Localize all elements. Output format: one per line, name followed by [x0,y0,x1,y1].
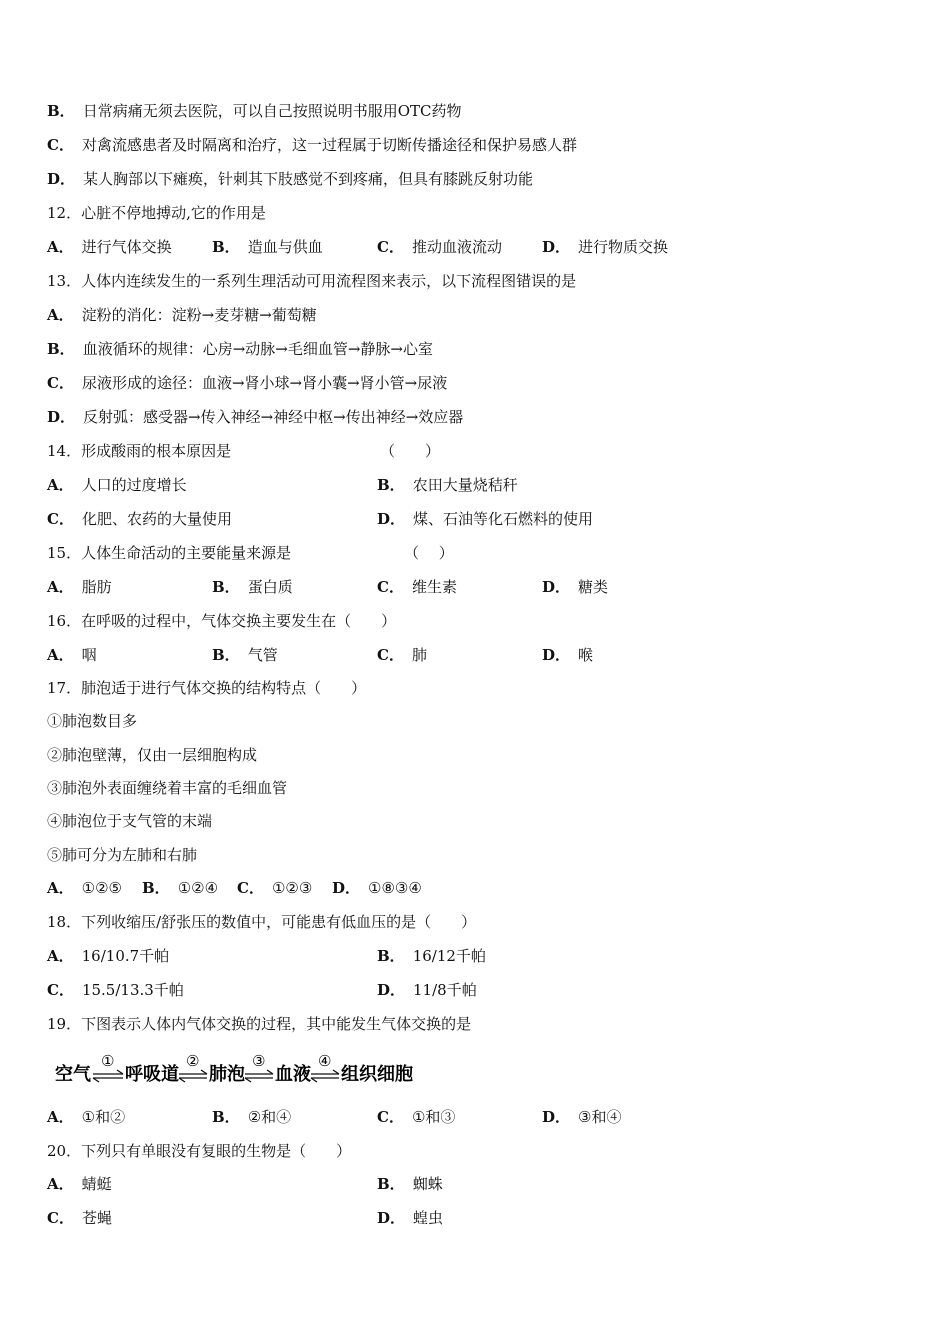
q17-statement-2: ②肺泡壁薄，仅由一层细胞构成 [47,746,258,764]
q19-option-d: D． ③和④ [542,1108,622,1126]
q16-option-d: D． 喉 [542,646,594,664]
q17-statement-1: ①肺泡数目多 [47,712,138,730]
q11-option-c: C． 对禽流感患者及时隔离和治疗，这一过程属于切断传播途径和保护易感人群 [47,136,577,154]
q17-statement-4: ④肺泡位于支气管的末端 [47,812,213,830]
q13-stem: 13．人体内连续发生的一系列生理活动可用流程图来表示，以下流程图错误的是 [47,272,577,290]
q12-option-c: C． 推动血液流动 [377,238,502,256]
q14-option-a: A． 人口的过度增长 [47,476,187,494]
q17-option-b: B． ①②④ [142,879,219,897]
diagram-step-4: ④ [318,1052,332,1070]
q15-option-d: D． 糖类 [542,578,609,596]
q14-option-b: B． 农田大量烧秸秆 [377,476,518,494]
q18-option-a: A． 16/10.7千帕 [47,947,170,965]
q13-option-d: D． 反射弧：感受器→传入神经→神经中枢→传出神经→效应器 [47,408,464,426]
q13-option-a: A． 淀粉的消化：淀粉→麦芽糖→葡萄糖 [47,306,317,324]
q18-option-d: D． 11/8千帕 [377,981,477,999]
q20-option-c: C． 苍蝇 [47,1209,112,1227]
diagram-node-air: 空气 [55,1064,91,1085]
q16-stem: 16．在呼吸的过程中，气体交换主要发生在（ ） [47,612,397,630]
q13-option-b: B． 血液循环的规律：心房→动脉→毛细血管→静脉→心室 [47,340,433,358]
diagram-arrow-4 [311,1052,339,1082]
q18-stem: 18．下列收缩压/舒张压的数值中，可能患有低血压的是（ ） [47,913,477,931]
diagram-step-1: ① [101,1052,115,1070]
q14-option-d: D． 煤、石油等化石燃料的使用 [377,510,594,528]
diagram-step-2: ② [186,1052,200,1070]
q15-option-a: A． 脂肪 [47,578,112,596]
diagram-step-3: ③ [252,1052,266,1070]
q12-option-b: B． 造血与供血 [212,238,323,256]
q15-answer-paren: （ ） [404,544,454,562]
q20-option-d: D． 蝗虫 [377,1209,444,1227]
q19-option-c: C． ①和③ [377,1108,456,1126]
q16-option-c: C． 肺 [377,646,427,664]
q17-option-a: A． ①②⑤ [47,879,122,897]
q14-stem: 14．形成酸雨的根本原因是 [47,442,232,460]
q16-option-b: B． 气管 [212,646,278,664]
q17-stem: 17．肺泡适于进行气体交换的结构特点（ ） [47,679,367,697]
q18-option-c: C． 15.5/13.3千帕 [47,981,184,999]
q14-answer-paren: （ ） [380,442,441,460]
q16-option-a: A． 咽 [47,646,97,664]
q17-statement-5: ⑤肺可分为左肺和右肺 [47,846,198,864]
q20-option-b: B． 蜘蛛 [377,1175,443,1193]
diagram-arrow-2 [179,1052,207,1082]
q12-option-d: D． 进行物质交换 [542,238,669,256]
q18-option-b: B． 16/12千帕 [377,947,486,965]
diagram-node-airway: 呼吸道 [125,1064,179,1085]
q12-option-a: A． 进行气体交换 [47,238,172,256]
q12-stem: 12．心脏不停地搏动,它的作用是 [47,204,266,222]
diagram-node-tissue-cells: 组织细胞 [341,1064,413,1085]
q19-option-a: A． ①和② [47,1108,126,1126]
q15-option-c: C． 维生素 [377,578,457,596]
diagram-arrow-1 [93,1052,123,1082]
q13-option-c: C． 尿液形成的途径：血液→肾小球→肾小囊→肾小管→尿液 [47,374,448,392]
q11-option-b: B． 日常病痛无须去医院，可以自己按照说明书服用OTC药物 [47,102,462,120]
q19-option-b: B． ②和④ [212,1108,292,1126]
diagram-node-alveoli: 肺泡 [209,1064,245,1085]
q19-stem: 19．下图表示人体内气体交换的过程，其中能发生气体交换的是 [47,1015,472,1033]
q14-option-c: C． 化肥、农药的大量使用 [47,510,232,528]
q11-option-d: D． 某人胸部以下瘫痪，针刺其下肢感觉不到疼痛，但具有膝跳反射功能 [47,170,534,188]
q17-option-d: D． ①⑧③④ [332,879,422,897]
gas-exchange-diagram [55,1050,415,1090]
diagram-arrow-3 [245,1052,273,1082]
q17-option-c: C． ①②③ [237,879,313,897]
q15-option-b: B． 蛋白质 [212,578,293,596]
q20-option-a: A． 蜻蜓 [47,1175,112,1193]
diagram-node-blood: 血液 [275,1064,311,1085]
q17-statement-3: ③肺泡外表面缠绕着丰富的毛细血管 [47,779,288,797]
q20-stem: 20．下列只有单眼没有复眼的生物是（ ） [47,1142,352,1160]
q15-stem: 15．人体生命活动的主要能量来源是 [47,544,292,562]
